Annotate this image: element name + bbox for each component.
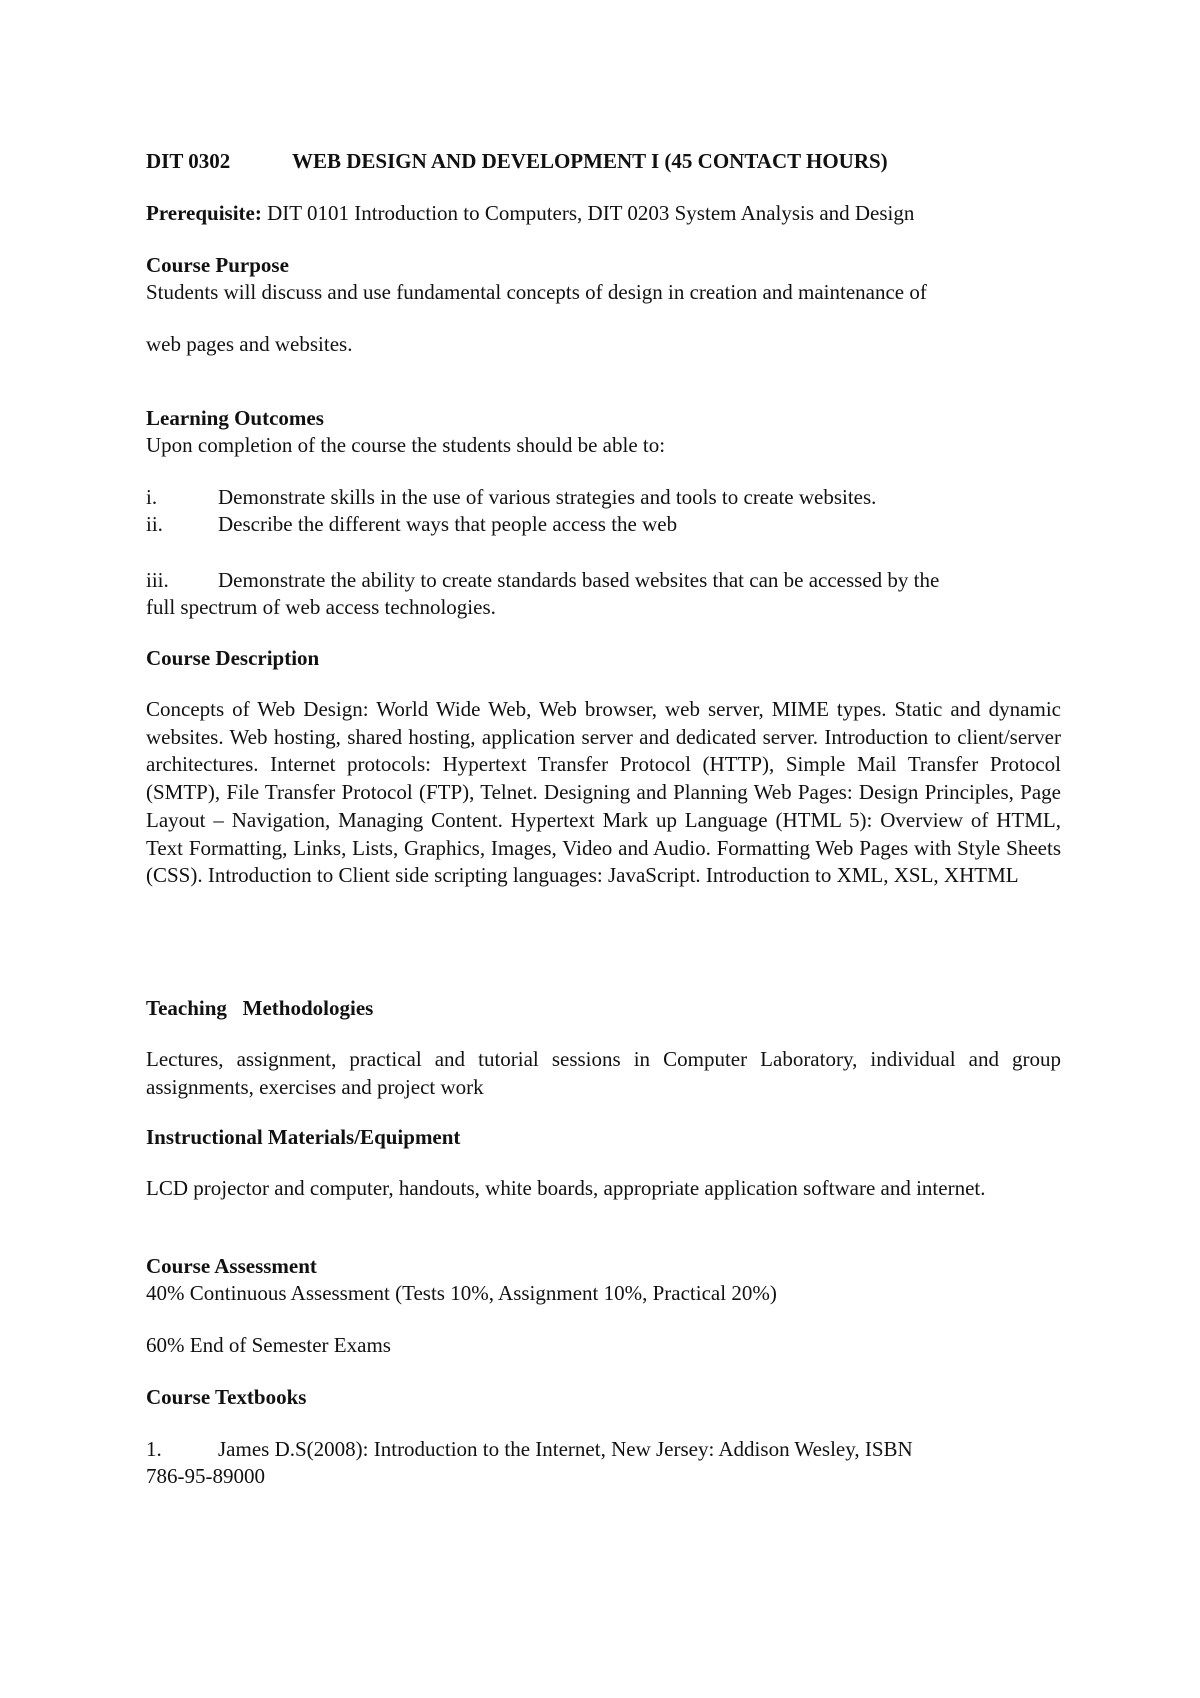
- textbook-text: James D.S(2008): Introduction to the Internet, New Jersey: Addison Wesley, ISBN: [218, 1437, 913, 1461]
- outcomes-heading: Learning Outcomes: [146, 406, 324, 430]
- textbook-number: 1.: [146, 1437, 162, 1461]
- materials-heading: Instructional Materials/Equipment: [146, 1125, 461, 1149]
- course-title: WEB DESIGN AND DEVELOPMENT I (45 CONTACT HOURS): [292, 149, 888, 173]
- outcome-text: Demonstrate skills in the use of various strategies and tools to create websites.: [218, 485, 877, 509]
- outcome-text-continued: full spectrum of web access technologies.: [146, 595, 496, 619]
- outcomes-intro: Upon completion of the course the students should be able to:: [146, 433, 666, 457]
- purpose-heading: Course Purpose: [146, 253, 289, 277]
- purpose-line-2: web pages and websites.: [146, 332, 353, 356]
- outcome-text: Demonstrate the ability to create standards based websites that can be accessed by the: [218, 568, 940, 592]
- assessment-line-2: 60% End of Semester Exams: [146, 1333, 391, 1357]
- description-heading: Course Description: [146, 646, 320, 670]
- outcome-number: i.: [146, 485, 158, 509]
- teaching-heading: Teaching Methodologies: [146, 996, 374, 1020]
- course-code: DIT 0302: [146, 149, 231, 173]
- assessment-heading: Course Assessment: [146, 1254, 317, 1278]
- textbook-text-continued: 786-95-89000: [146, 1464, 265, 1488]
- purpose-line-1: Students will discuss and use fundamental concepts of design in creation and maintenance of: [146, 280, 927, 304]
- outcome-number: iii.: [146, 568, 169, 592]
- description-body: Concepts of Web Design: World Wide Web, Web browser, web server, MIME types. Static and dynamic websites. Web hosting, shared hosting, application server and dedicated server. Introduction to client/server architectures. Internet protocols: Hypertext Transfer Protocol (HTTP), Simple Mail Transfer Protocol (SMTP), File Transfer Protocol (FTP), Telnet. Designing and Planning Web Pages: Design Principles, Page Layout – Navigation, Managing Content. Hypertext Mark up Language (HTML 5): Overview of HTML, Text Formatting, Links, Lists, Graphics, Images, Video and Audio. Formatting Web Pages with Style Sheets (CSS). Introduction to Client side scripting languages: JavaScript. Introduction to XML, XSL, XHTML: [146, 697, 1061, 888]
- prerequisite-line: [146, 199, 914, 227]
- assessment-line-1: 40% Continuous Assessment (Tests 10%, Assignment 10%, Practical 20%): [146, 1281, 777, 1305]
- teaching-body: Lectures, assignment, practical and tutorial sessions in Computer Laboratory, individual and group assignments, exercises and project work: [146, 1047, 1061, 1099]
- outcome-text: Describe the different ways that people access the web: [218, 512, 678, 536]
- textbooks-heading: Course Textbooks: [146, 1385, 307, 1409]
- prerequisite-text: DIT 0101 Introduction to Computers, DIT 0203 System Analysis and Design: [261, 201, 915, 225]
- prerequisite-label: Prerequisite:: [146, 201, 262, 225]
- materials-body: LCD projector and computer, handouts, white boards, appropriate application software and internet.: [146, 1176, 986, 1200]
- outcome-number: ii.: [146, 512, 163, 536]
